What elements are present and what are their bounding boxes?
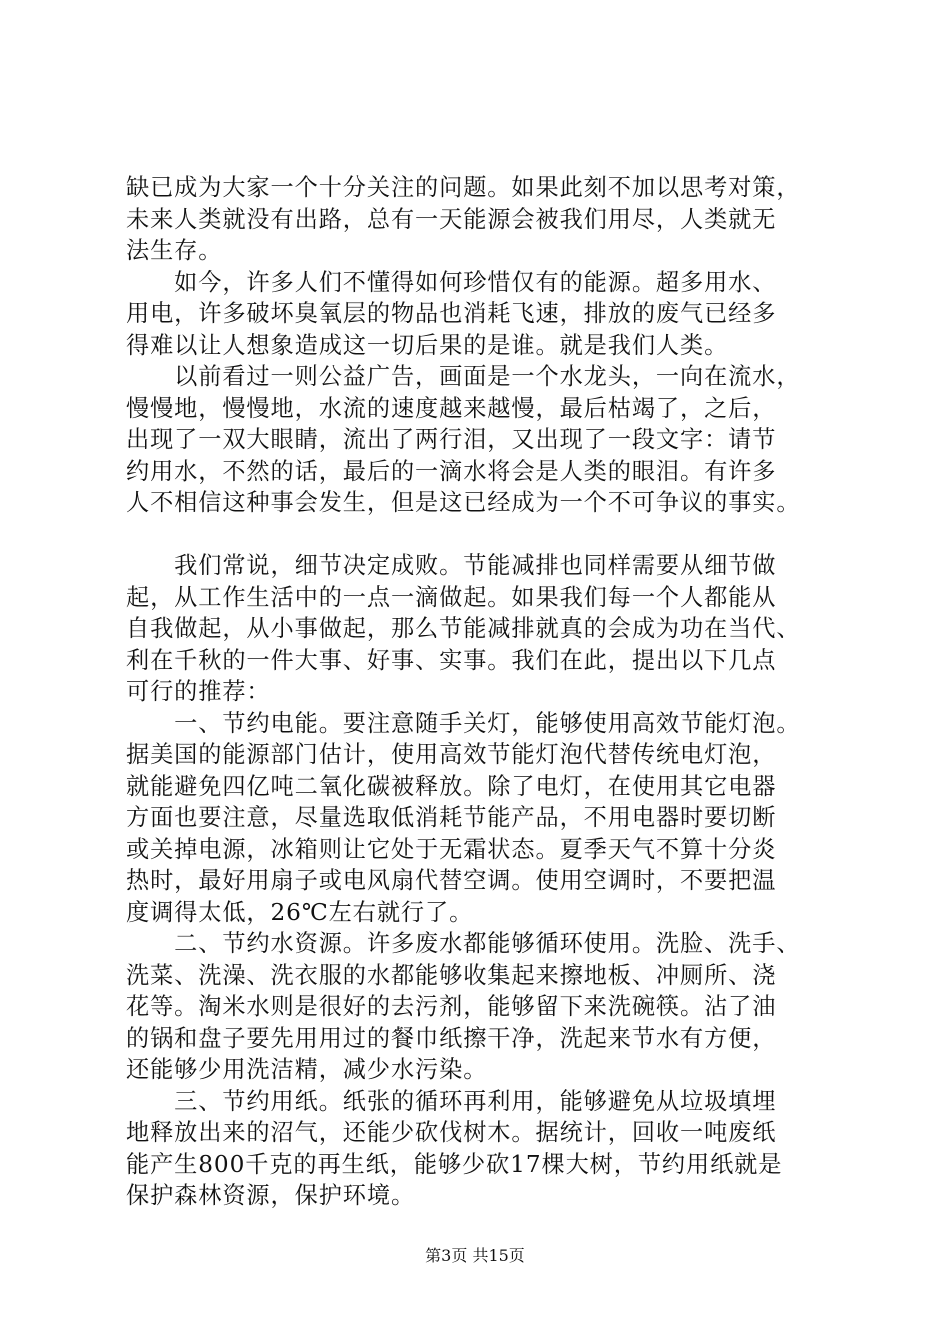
- text-line: 或关掉电源，冰箱则让它处于无霜状态。夏季天气不算十分炎: [126, 835, 777, 863]
- text-line: 得难以让人想象造成这一切后果的是谁。就是我们人类。: [126, 331, 729, 359]
- text-line: 利在千秋的一件大事、好事、实事。我们在此，提出以下几点: [126, 646, 777, 674]
- text-line: 方面也要注意，尽量选取低消耗节能产品，不用电器时要切断: [126, 804, 777, 831]
- page-number-footer: 第3页 共15页: [425, 1246, 525, 1265]
- text-line: 可行的推荐：: [126, 678, 271, 705]
- text-line: 一、节约电能。要注意随手关灯，能够使用高效节能灯泡。: [126, 709, 801, 737]
- text-line: 以前看过一则公益广告，画面是一个水龙头，一向在流水，: [126, 363, 801, 390]
- text-line: 热时，最好用扇子或电风扇代替空调。使用空调时，不要把温: [126, 867, 777, 894]
- text-line: 的锅和盘子要先用用过的餐巾纸擦干净，洗起来节水有方便，: [126, 1024, 777, 1052]
- text-line: 未来人类就没有出路，总有一天能源会被我们用尽，人类就无: [126, 205, 777, 233]
- text-line: 地释放出来的沼气，还能少砍伐树木。据统计，回收一吨废纸: [126, 1119, 777, 1146]
- paragraph-gap: [126, 519, 856, 551]
- text-line: 花等。淘米水则是很好的去污剂，能够留下来洗碗筷。沾了油: [126, 993, 777, 1020]
- text-line: 出现了一双大眼睛，流出了两行泪，又出现了一段文字：请节: [126, 426, 777, 453]
- text-line: 如今，许多人们不懂得如何珍惜仅有的能源。超多用水、: [126, 268, 777, 296]
- text-line: 洗菜、洗澡、洗衣服的水都能够收集起来擦地板、冲厕所、浇: [126, 961, 777, 989]
- text-line: 缺已成为大家一个十分关注的问题。如果此刻不加以思考对策，: [126, 174, 801, 201]
- text-line: 还能够少用洗洁精，减少水污染。: [126, 1056, 488, 1083]
- text-line: 法生存。: [126, 237, 223, 264]
- text-line: 慢慢地，慢慢地，水流的速度越来越慢，最后枯竭了，之后，: [126, 394, 777, 422]
- text-line: 约用水，不然的话，最后的一滴水将会是人类的眼泪。有许多: [126, 457, 777, 485]
- text-line: 据美国的能源部门估计，使用高效节能灯泡代替传统电灯泡，: [126, 741, 777, 768]
- text-line: 自我做起，从小事做起，那么节能减排就真的会成为功在当代、: [126, 615, 801, 642]
- text-line: 保护森林资源，保护环境。: [126, 1182, 416, 1209]
- text-line: 人不相信这种事会发生，但是这已经成为一个不可争议的事实。: [126, 489, 801, 516]
- document-body: [126, 172, 856, 1212]
- text-line: 能产生800千克的再生纸，能够少砍17棵大树，节约用纸就是: [126, 1150, 783, 1178]
- text-line: 我们常说，细节决定成败。节能减排也同样需要从细节做: [126, 552, 777, 579]
- text-line: 就能避免四亿吨二氧化碳被释放。除了电灯，在使用其它电器: [126, 772, 777, 800]
- text-line: 起，从工作生活中的一点一滴做起。如果我们每一个人都能从: [126, 583, 777, 611]
- text-line: 二、节约水资源。许多废水都能够循环使用。洗脸、洗手、: [126, 930, 801, 957]
- text-line: 三、节约用纸。纸张的循环再利用，能够避免从垃圾填埋: [126, 1087, 777, 1115]
- text-line: 度调得太低，26℃左右就行了。: [126, 898, 474, 926]
- text-line: 用电，许多破坏臭氧层的物品也消耗飞速，排放的废气已经多: [126, 300, 777, 327]
